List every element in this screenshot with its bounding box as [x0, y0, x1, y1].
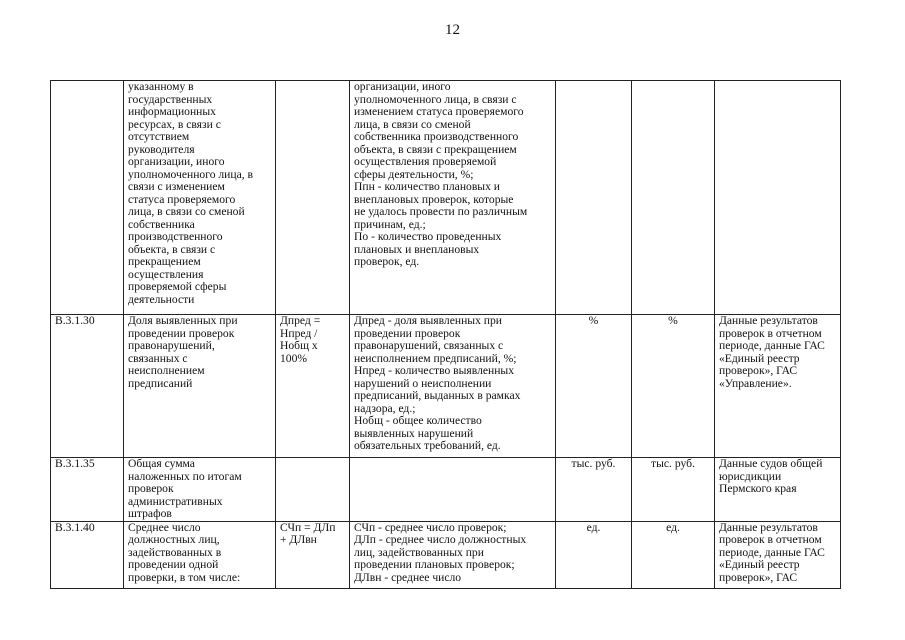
indicators-table: [50, 80, 841, 589]
cell-unit: %: [556, 315, 632, 458]
cell-description: Дпред - доля выявленных при проведении проверок правонарушений, связанных с неисполнением предписаний, %; Нпред - количество выявленных нарушений о неисполнении предписаний, выданных в рамках надзора, ед.; Нобщ - общее количество выявленных нарушений обязательных требований, ед.: [350, 315, 556, 458]
cell-code: В.3.1.40: [51, 521, 124, 588]
cell-formula: Дпред = Нпред / Нобщ х 100%: [276, 315, 350, 458]
cell-unit: тыс. руб.: [632, 458, 715, 522]
cell-unit: тыс. руб.: [556, 458, 632, 522]
cell-unit: [556, 81, 632, 315]
cell-name: Доля выявленных при проведении проверок правонарушений, связанных с неисполнением предписаний: [124, 315, 276, 458]
table-row: [51, 81, 841, 315]
cell-description: [350, 458, 556, 522]
cell-formula: СЧп = ДЛп + ДЛвн: [276, 521, 350, 588]
cell-name: Среднее число должностных лиц, задействованных в проведении одной проверки, в том числе:: [124, 521, 276, 588]
cell-unit: %: [632, 315, 715, 458]
table-row: [51, 458, 841, 522]
cell-unit: ед.: [632, 521, 715, 588]
cell-source: [715, 81, 841, 315]
cell-unit: ед.: [556, 521, 632, 588]
cell-description: СЧп - среднее число проверок; ДЛп - среднее число должностных лиц, задействованных при проведении плановых проверок; ДЛвн - среднее число: [350, 521, 556, 588]
cell-code: В.3.1.30: [51, 315, 124, 458]
cell-name: указанному в государственных информационных ресурсах, в связи с отсутствием руководителя организации, иного уполномоченного лица, в связи с изменением статуса проверяемого лица, в связи со сменой собственника производственного объекта, в связи с прекращением осуществления проверяемой сферы деятельности: [124, 81, 276, 315]
table-row: [51, 315, 841, 458]
cell-source: Данные результатов проверок в отчетном периоде, данные ГАС «Единый реестр проверок», ГАС: [715, 521, 841, 588]
table-row: [51, 521, 841, 588]
cell-description: организации, иного уполномоченного лица, в связи с изменением статуса проверяемого лица, в связи со сменой собственника производственного объекта, в связи с прекращением осуществления проверяемой сферы деятельности, %; Ппн - количество плановых и внеплановых проверок, которые не удалось провести по различным причинам, ед.; По - количество проведенных плановых и внеплановых проверок, ед.: [350, 81, 556, 315]
cell-code: [51, 81, 124, 315]
cell-formula: [276, 458, 350, 522]
cell-unit: [632, 81, 715, 315]
cell-code: В.3.1.35: [51, 458, 124, 522]
cell-name: Общая сумма наложенных по итогам проверок административных штрафов: [124, 458, 276, 522]
page-number: 12: [445, 22, 460, 38]
cell-formula: [276, 81, 350, 315]
cell-source: Данные результатов проверок в отчетном периоде, данные ГАС «Единый реестр проверок», ГАС «Управление».: [715, 315, 841, 458]
cell-source: Данные судов общей юрисдикции Пермского края: [715, 458, 841, 522]
